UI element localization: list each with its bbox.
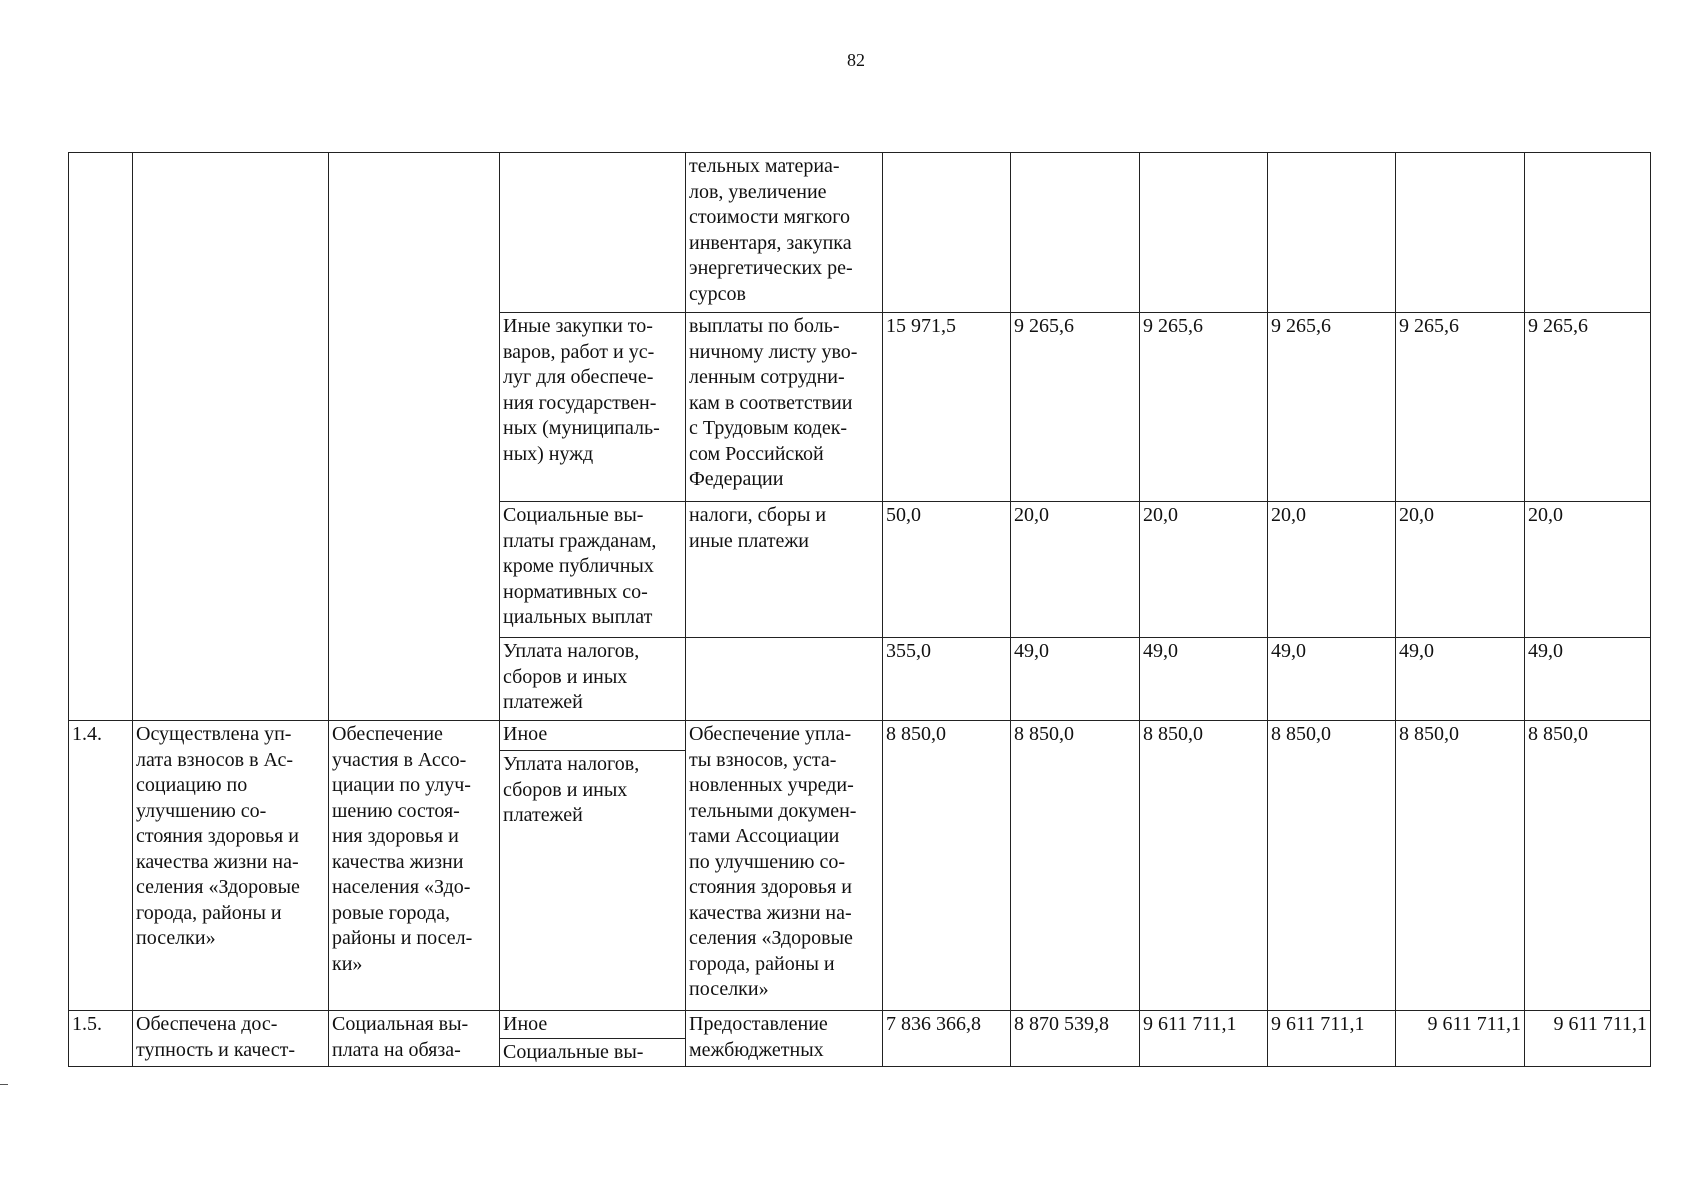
cell-result: Обеспечена дос- тупность и качест- [133, 1011, 329, 1067]
cell-description: Обеспечение упла- ты взносов, уста- новленных учреди- тельными докумен- тами Ассоциации по улучшению со- стояния здоровья и качества жизни на- селения «Здоровые города, районы и поселки» [686, 721, 883, 1011]
cell-value: 9 265,6 [1396, 313, 1525, 502]
cell-type [500, 153, 686, 313]
cell-value: 49,0 [1268, 638, 1396, 721]
cell-type: Иное [500, 721, 686, 751]
cell-value [1396, 153, 1525, 313]
cell-type: Иные закупки то- варов, работ и ус- луг для обеспече- ния государствен- ных (муниципаль- ных) нужд [500, 313, 686, 502]
cell-description: выплаты по боль- ничному листу уво- ленным сотрудни- кам в соответствии с Трудовым кодек- сом Российской Федерации [686, 313, 883, 502]
table-row [69, 153, 1651, 313]
cell-type: Социальные вы- платы гражданам, кроме публичных нормативных со- циальных выплат [500, 502, 686, 638]
cell-value: 8 850,0 [1268, 721, 1396, 1011]
cell-value [1011, 153, 1140, 313]
cell-value: 8 870 539,8 [1011, 1011, 1140, 1067]
cell-measure: Социальная вы- плата на обяза- [329, 1011, 500, 1067]
cell-value: 20,0 [1011, 502, 1140, 638]
cell-value: 9 265,6 [1525, 313, 1651, 502]
cell-value: 9 265,6 [1140, 313, 1268, 502]
cell-description [686, 638, 883, 721]
cell-value: 8 850,0 [1140, 721, 1268, 1011]
cell-value: 7 836 366,8 [883, 1011, 1011, 1067]
cell-result: Осуществлена уп- лата взносов в Ас- социацию по улучшению со- стояния здоровья и качества жизни на- селения «Здоровые города, районы и поселки» [133, 721, 329, 1011]
cell-value: 9 611 711,1 [1396, 1011, 1525, 1067]
page-number: 82 [847, 50, 865, 70]
cell-value: 9 265,6 [1011, 313, 1140, 502]
cell-value: 50,0 [883, 502, 1011, 638]
cell-type: Иное [500, 1011, 686, 1039]
cell-value: 49,0 [1011, 638, 1140, 721]
cell-value: 8 850,0 [1396, 721, 1525, 1011]
cell-value [1140, 153, 1268, 313]
cell-value: 20,0 [1140, 502, 1268, 638]
cell-num: 1.4. [69, 721, 133, 1011]
cell-value: 8 850,0 [1525, 721, 1651, 1011]
budget-table [68, 152, 1651, 1067]
cell-description: Предоставление межбюджетных [686, 1011, 883, 1067]
cell-measure: Обеспечение участия в Ассо- циации по улуч- шению состоя- ния здоровья и качества жизни населения «Здо- ровые города, районы и посел- ки» [329, 721, 500, 1011]
cell-value: 9 265,6 [1268, 313, 1396, 502]
cell-value [883, 153, 1011, 313]
cell-value [1268, 153, 1396, 313]
cell-value: 20,0 [1525, 502, 1651, 638]
cell-num: 1.5. [69, 1011, 133, 1067]
cell-value: 355,0 [883, 638, 1011, 721]
cell-value: 15 971,5 [883, 313, 1011, 502]
cell-value: 49,0 [1396, 638, 1525, 721]
cell-value: 8 850,0 [1011, 721, 1140, 1011]
margin-mark [0, 1084, 8, 1085]
cell-result [133, 153, 329, 721]
cell-value: 20,0 [1268, 502, 1396, 638]
cell-value: 20,0 [1396, 502, 1525, 638]
cell-value: 49,0 [1525, 638, 1651, 721]
table-row [69, 721, 1651, 751]
cell-num [69, 153, 133, 721]
cell-measure [329, 153, 500, 721]
cell-description: тельных материа- лов, увеличение стоимости мягкого инвентаря, закупка энергетических ре- сурсов [686, 153, 883, 313]
cell-type: Уплата налогов, сборов и иных платежей [500, 751, 686, 1011]
cell-value [1525, 153, 1651, 313]
cell-value: 49,0 [1140, 638, 1268, 721]
table-row [69, 1011, 1651, 1039]
cell-description: налоги, сборы и иные платежи [686, 502, 883, 638]
cell-value: 9 611 711,1 [1525, 1011, 1651, 1067]
cell-value: 9 611 711,1 [1268, 1011, 1396, 1067]
cell-type: Социальные вы- [500, 1039, 686, 1067]
cell-value: 8 850,0 [883, 721, 1011, 1011]
cell-value: 9 611 711,1 [1140, 1011, 1268, 1067]
cell-type: Уплата налогов, сборов и иных платежей [500, 638, 686, 721]
